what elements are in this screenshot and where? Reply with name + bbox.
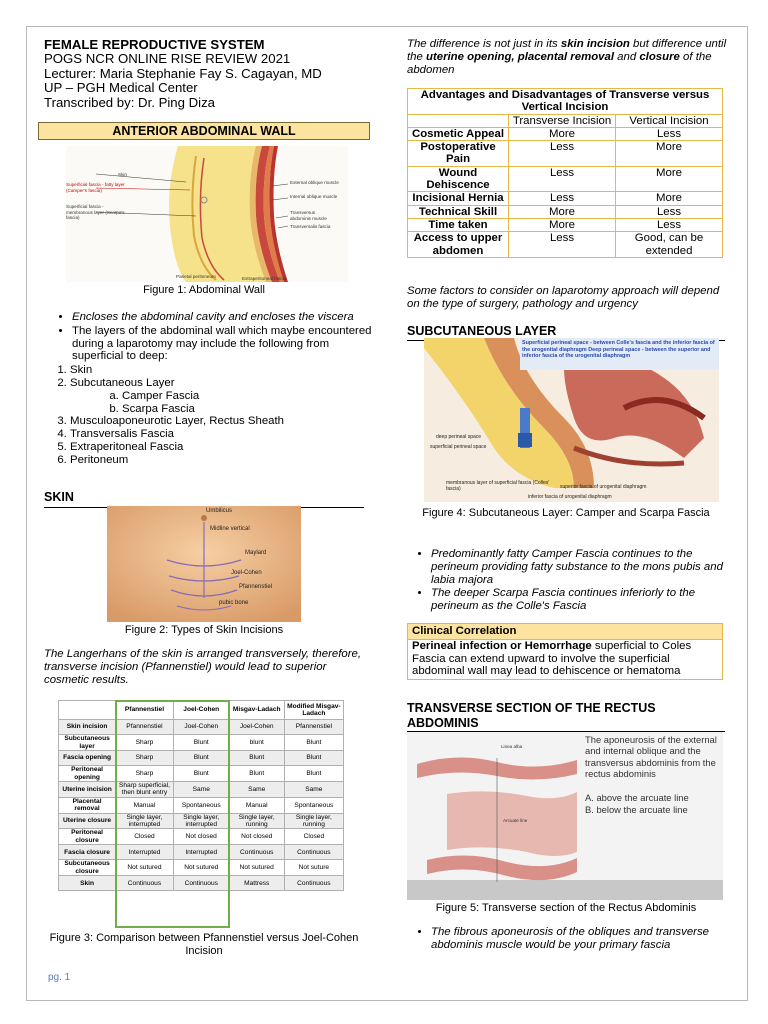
fig5-note: The aponeurosis of the external and internal oblique and the transversus abdominis from the rectus abdominis	[585, 734, 717, 780]
layer-item: 4. Transversalis Fascia	[70, 428, 374, 441]
comparison-cell: Sharp	[116, 766, 174, 782]
layer-item: 6. Peritoneum	[70, 454, 374, 467]
section-heading-skin: SKIN	[44, 490, 74, 504]
figure-2-caption: Figure 2: Types of Skin Incisions	[124, 624, 284, 636]
comparison-row-label: Skin incision	[59, 720, 116, 735]
comparison-cell: Closed	[284, 829, 343, 845]
comparison-cell: Blunt	[229, 751, 284, 766]
advantages-table-wrap	[407, 88, 723, 258]
fig5-note-b: B. below the arcuate line	[585, 804, 688, 815]
figure-abdominal-wall	[66, 146, 348, 282]
comparison-cell: Same	[284, 782, 343, 798]
row-cell: More	[616, 192, 723, 205]
doc-title: FEMALE REPRODUCTIVE SYSTEM	[44, 37, 265, 52]
advantages-row	[408, 166, 723, 192]
comparison-header-cell: Pfannenstiel	[116, 701, 174, 720]
comparison-cell: Single layer, running	[229, 813, 284, 829]
row-label: Postoperative Pain	[408, 141, 509, 167]
fig1-label-internal-oblique: Internal oblique muscle	[290, 194, 338, 199]
bullet-scarpa: • The deeper Scarpa Fascia continues inferiorly to the perineum as the Colle's Fascia	[431, 587, 727, 613]
row-cell: Less	[616, 218, 723, 231]
comparison-cell: Interrupted	[116, 845, 174, 860]
comparison-cell: Same	[173, 782, 229, 798]
subcutaneous-notes	[403, 548, 727, 614]
comparison-cell: Single layer, interrupted	[173, 813, 229, 829]
comparison-cell: Pfannenstiel	[116, 720, 174, 735]
bullet-fibrous: • The fibrous aponeurosis of the obliques and transverse abdominis muscle would be your primary fascia	[431, 926, 727, 952]
bullet-layers: • The layers of the abdominal wall which maybe encountered during a laparotomy may include the following from superficial to deep:	[72, 325, 374, 363]
row-cell: Less	[509, 232, 616, 258]
comparison-cell: Not closed	[229, 829, 284, 845]
lecturer-line: Lecturer: Maria Stephanie Fay S. Cagayan, MD	[44, 65, 322, 81]
comparison-cell: Continuous	[116, 876, 174, 891]
comparison-cell: Not sutured	[173, 860, 229, 876]
comparison-cell: Not sutured	[116, 860, 174, 876]
comparison-cell: Joel-Cohen	[173, 720, 229, 735]
fig2-label-pubic-bone: pubic bone	[219, 600, 249, 606]
row-label: Cosmetic Appeal	[408, 127, 509, 140]
row-cell: Less	[616, 205, 723, 218]
clinical-correlation-text: Perineal infection or Hemorrhage superficial to Coles Fascia can extend upward to involve the superficial abdominal wall may lead to dehiscence or hematoma	[412, 639, 692, 678]
factors-paragraph: Some factors to consider on laparotomy approach will depend on the type of surgery, pathology and urgency	[407, 285, 720, 310]
abdominal-wall-notes	[44, 311, 374, 467]
comparison-cell: Sharp superficial, then blunt entry	[116, 782, 174, 798]
difference-paragraph: The difference is not just in its skin incision but difference until the uterine opening, placental removal and closure of the abdomen	[407, 38, 727, 76]
row-cell: Less	[616, 127, 723, 140]
section-banner-anterior-abdominal-wall: ANTERIOR ABDOMINAL WALL	[38, 122, 370, 140]
fig2-label-umbilicus: Umbilicus	[206, 508, 233, 514]
figure-subcutaneous-layer	[424, 338, 719, 502]
section-heading-rectus: TRANSVERSE SECTION OF THE RECTUS ABDOMINIS	[407, 701, 656, 730]
comparison-cell: Continuous	[229, 845, 284, 860]
bullet-camper: • Predominantly fatty Camper Fascia continues to the perineum providing fatty substance to the mons pubis and labia majora	[431, 548, 727, 586]
sublayer-item: b. Scarpa Fascia	[122, 403, 374, 416]
comparison-header-cell: Modified Misgav-Ladach	[284, 701, 343, 720]
figure-rectus-section	[407, 732, 723, 900]
advantages-table	[407, 88, 723, 258]
fig5-label-linea-alba: Linea alba	[501, 744, 523, 749]
comparison-row-label: Fascia closure	[59, 845, 116, 860]
comparison-cell: Blunt	[173, 766, 229, 782]
advantages-row	[408, 232, 723, 258]
comparison-header-cell	[59, 701, 116, 720]
comparison-cell: Closed	[116, 829, 174, 845]
fig5-label-arcuate: Arcuate line	[503, 818, 528, 823]
fig1-label-external-oblique: External oblique muscle	[290, 180, 339, 185]
advantages-table-title: Advantages and Disadvantages of Transverse versus Vertical Incision	[408, 89, 723, 115]
comparison-cell: Not sutured	[229, 860, 284, 876]
comparison-row-label: Placental removal	[59, 797, 116, 813]
fig2-label-maylard: Maylard	[245, 550, 267, 556]
comparison-cell: Continuous	[284, 845, 343, 860]
layer-item-subcutaneous: 2. Subcutaneous Layer a. Camper Fascia b. Scarpa Fascia	[70, 377, 374, 415]
row-cell: More	[509, 127, 616, 140]
fig1-label-scarpa: Superficial fascia - membranous layer (Scarpa's fascia)	[66, 204, 125, 221]
comparison-row-label: Subcutaneous layer	[59, 735, 116, 751]
figure-1-caption: Figure 1: Abdominal Wall	[143, 284, 265, 296]
highlight-box	[115, 700, 230, 928]
comparison-cell: Blunt	[284, 766, 343, 782]
comparison-row-label: Skin	[59, 876, 116, 891]
fig1-label-extraperitoneal: Extraperitoneal fascia	[242, 276, 287, 281]
comparison-cell: Continuous	[284, 876, 343, 891]
doc-subtitle: POGS NCR ONLINE RISE REVIEW 2021	[44, 51, 291, 67]
comparison-cell: Blunt	[284, 751, 343, 766]
comparison-cell: Sharp	[116, 751, 174, 766]
comparison-cell: Interrupted	[173, 845, 229, 860]
comparison-row-label: Peritoneal closure	[59, 829, 116, 845]
comparison-cell: Not suture	[284, 860, 343, 876]
comparison-cell: Joel-Cohen	[229, 720, 284, 735]
advantages-row	[408, 205, 723, 218]
page-number: pg. 1	[48, 972, 71, 983]
fig5-note-a: A. above the arcuate line	[585, 792, 689, 803]
fig1-label-transversus: Transversus abdominis muscle	[290, 210, 327, 221]
fig2-label-joel-cohen: Joel-Cohen	[231, 570, 262, 576]
row-cell: More	[616, 166, 723, 192]
row-cell: Less	[509, 166, 616, 192]
clinical-correlation-box	[407, 623, 723, 680]
comparison-header-cell: Joel-Cohen	[173, 701, 229, 720]
fig2-label-pfannenstiel: Pfannenstiel	[239, 584, 273, 590]
fig2-label-midline: Midline vertical	[210, 526, 250, 532]
advantages-row	[408, 141, 723, 167]
row-cell: More	[509, 218, 616, 231]
section-heading-subcutaneous: SUBCUTANEOUS LAYER	[407, 324, 557, 338]
row-label: Incisional Hernia	[408, 192, 509, 205]
comparison-cell: Blunt	[229, 766, 284, 782]
comparison-cell: Not closed	[173, 829, 229, 845]
fig1-label-peritoneum: Parietal peritoneum	[176, 274, 216, 279]
layer-item: 3. Musculoaponeurotic Layer, Rectus Sheath	[70, 415, 374, 428]
figure-4-caption: Figure 4: Subcutaneous Layer: Camper and Scarpa Fascia	[422, 507, 710, 519]
comparison-cell: Continuous	[173, 876, 229, 891]
advantages-row	[408, 218, 723, 231]
row-label: Time taken	[408, 218, 509, 231]
fig4-label-superficial-space: superficial perineal space	[430, 444, 487, 450]
comparison-cell: Single layer, running	[284, 813, 343, 829]
comparison-cell: Spontaneous	[173, 797, 229, 813]
layer-item: 5. Extraperitoneal Fascia	[70, 441, 374, 454]
row-cell: Good, can be extended	[616, 232, 723, 258]
fig4-label-deep-space: deep perineal space	[436, 434, 482, 440]
advantages-row	[408, 192, 723, 205]
row-cell: More	[509, 205, 616, 218]
institution-line: UP – PGH Medical Center	[44, 80, 198, 96]
comparison-row-label: Fascia opening	[59, 751, 116, 766]
comparison-row-label: Uterine closure	[59, 813, 116, 829]
comparison-cell: Blunt	[173, 751, 229, 766]
comparison-row-label: Subcutaneous closure	[59, 860, 116, 876]
fig4-label-superior-fascia: superior fascia of urogenital diaphragm	[560, 484, 647, 490]
comparison-cell: Spontaneous	[284, 797, 343, 813]
comparison-cell: Sharp	[116, 735, 174, 751]
fig1-label-camper: Superficial fascia - fatty layer (Camper's fascia)	[66, 182, 125, 193]
langerhans-paragraph: The Langerhans of the skin is arranged transversely, therefore, transverse incision (Pfannenstiel) would lead to superior cosmetic results.	[44, 648, 362, 686]
fig4-label-inferior-fascia: inferior fascia of urogenital diaphragm	[528, 494, 612, 500]
layer-item: 1. Skin	[70, 364, 374, 377]
advantages-row	[408, 127, 723, 140]
comparison-cell: Single layer, interrupted	[116, 813, 174, 829]
comparison-cell: Mattress	[229, 876, 284, 891]
figure-5-caption: Figure 5: Transverse section of the Rectus Abdominis	[435, 902, 697, 914]
comparison-cell: Manual	[116, 797, 174, 813]
row-cell: Less	[509, 141, 616, 167]
row-cell: Less	[509, 192, 616, 205]
fig4-legend-box: Superficial perineal space - between Colle's fascia and the inferior fascia of the urogenital diaphragm Deep perineal space - between the superior and inferior fascia of the urogenital diaphragm	[522, 340, 715, 360]
comparison-row-label: Uterine incision	[59, 782, 116, 798]
figure-3-caption: Figure 3: Comparison between Pfannenstiel versus Joel-Cohen Incision	[49, 932, 359, 957]
row-cell: More	[616, 141, 723, 167]
rectus-notes	[403, 926, 727, 953]
sublayer-item: a. Camper Fascia	[122, 390, 374, 403]
fig4-label-colles: membranous layer of superficial fascia (Colles' fascia)	[446, 480, 550, 492]
bullet-encloses: • Encloses the abdominal cavity and encloses the viscera	[72, 311, 374, 324]
comparison-row-label: Peritoneal opening	[59, 766, 116, 782]
comparison-cell: Blunt	[173, 735, 229, 751]
figure-skin-incisions	[107, 506, 301, 622]
row-label: Wound Dehiscence	[408, 166, 509, 192]
comparison-cell: blunt	[229, 735, 284, 751]
fig1-label-skin: Skin	[118, 172, 127, 177]
comparison-cell: Manual	[229, 797, 284, 813]
clinical-correlation-heading: Clinical Correlation	[408, 624, 722, 640]
row-label: Technical Skill	[408, 205, 509, 218]
col-header-transverse: Transverse Incision	[509, 114, 616, 127]
row-label: Access to upper abdomen	[408, 232, 509, 258]
col-header-vertical: Vertical Incision	[616, 114, 723, 127]
comparison-cell: Blunt	[284, 735, 343, 751]
comparison-header-cell: Misgav-Ladach	[229, 701, 284, 720]
document-header	[44, 38, 322, 110]
comparison-cell: Pfannenstiel	[284, 720, 343, 735]
fig1-label-transversalis: Transversalis fascia	[290, 224, 331, 229]
transcriber-line: Transcribed by: Dr. Ping Diza	[44, 94, 216, 110]
figure-incision-comparison	[58, 700, 350, 928]
comparison-cell: Same	[229, 782, 284, 798]
